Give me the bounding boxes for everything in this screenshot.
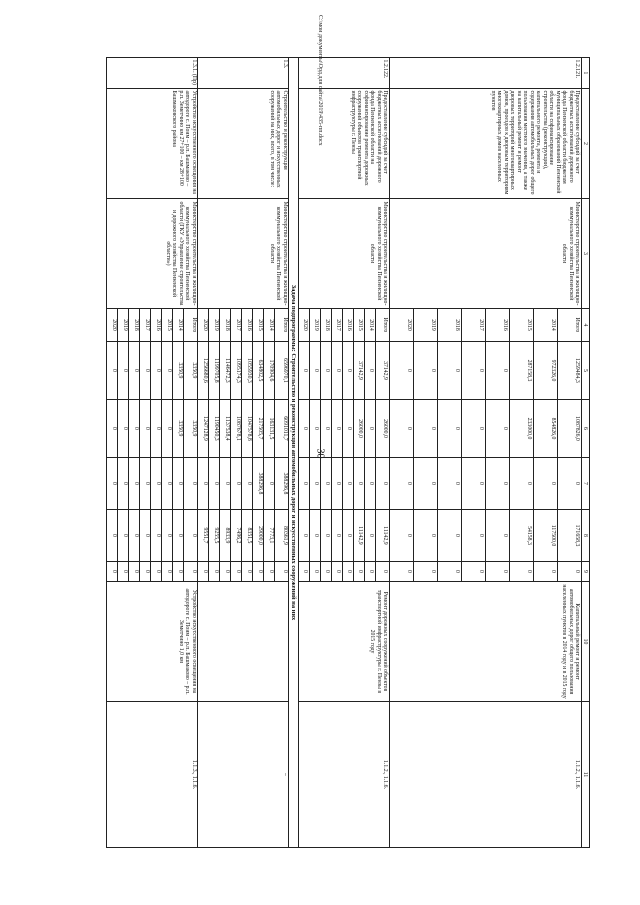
- amount-cell: 0: [331, 458, 342, 510]
- amount-cell: 0: [151, 510, 162, 562]
- task-heading: Задача подпрограммы: Строительство и реконструкция автомобильных дорог и искусственных сооружений на них: [289, 58, 298, 848]
- year-cell: 2020: [198, 309, 209, 342]
- amount-cell: 9255,5: [209, 510, 220, 562]
- amount-cell: 0: [140, 400, 151, 458]
- year-cell: 2017: [231, 309, 242, 342]
- amount-cell: 37142,9: [353, 342, 364, 400]
- amount-cell: 3350,9: [173, 342, 184, 400]
- year-cell: 2020: [298, 309, 309, 342]
- amount-cell: 0: [140, 562, 151, 582]
- amount-cell: 0: [437, 400, 461, 458]
- amount-cell: 0: [437, 342, 461, 400]
- amount-cell: 6091011,7: [275, 400, 289, 458]
- year-cell: 2014: [173, 309, 184, 342]
- amount-cell: 1256680,6: [198, 342, 209, 400]
- amount-cell: 0: [320, 458, 331, 510]
- amount-cell: 0: [557, 562, 581, 582]
- amount-cell: 0: [118, 400, 129, 458]
- amount-cell: 972326,0: [533, 342, 557, 400]
- year-cell: 2018: [129, 309, 140, 342]
- amount-cell: 0: [509, 562, 533, 582]
- year-cell: 2017: [140, 309, 151, 342]
- amount-cell: 0: [231, 458, 242, 510]
- amount-cell: 0: [309, 458, 320, 510]
- amount-cell: 634802,5: [253, 342, 264, 400]
- amount-cell: 0: [298, 458, 309, 510]
- amount-cell: 0: [389, 342, 413, 400]
- amount-cell: 0: [198, 562, 209, 582]
- amount-cell: 1047578,8: [242, 400, 253, 458]
- amount-cell: 0: [151, 458, 162, 510]
- amount-cell: 163131,5: [264, 400, 275, 458]
- year-cell: 2018: [320, 309, 331, 342]
- footer-file-path: С:\мои документы\Орд.для сайта\2019\435-пп.docx: [317, 15, 323, 146]
- amount-cell: 0: [533, 458, 557, 510]
- amount-cell: 0: [107, 562, 118, 582]
- amount-cell: 117500,0: [533, 510, 557, 562]
- year-cell: 2019: [309, 309, 320, 342]
- amount-cell: 9551,7: [198, 510, 209, 562]
- amount-cell: 0: [461, 342, 485, 400]
- amount-cell: 1137538,4: [220, 400, 231, 458]
- amount-cell: 0: [298, 400, 309, 458]
- amount-cell: 0: [342, 562, 353, 582]
- amount-cell: 0: [184, 458, 198, 510]
- amount-cell: 0: [162, 400, 173, 458]
- year-cell: Итого: [275, 309, 289, 342]
- item-description-cell: Устройство искусственного освещения на автодороге с. Поим – р.п. Башмаково – р.п. Земетчино км 27+100 – км 28+100 Башмаковского района: [107, 89, 198, 199]
- amount-cell: 1199705,8: [209, 342, 220, 400]
- year-cell: Итого: [557, 309, 581, 342]
- amount-cell: 0: [509, 458, 533, 510]
- amount-cell: 0: [331, 342, 342, 400]
- header-cell: 9: [581, 562, 589, 582]
- year-cell: Итого: [184, 309, 198, 342]
- amount-cell: 233000,0: [509, 400, 533, 458]
- amount-cell: 1087678,1: [231, 400, 242, 458]
- year-cell: 2016: [242, 309, 253, 342]
- amount-cell: 0: [309, 562, 320, 582]
- amount-cell: 0: [413, 458, 437, 510]
- amount-cell: 1190450,3: [209, 400, 220, 458]
- amount-cell: 26000,0: [375, 400, 389, 458]
- page-number: 30: [314, 448, 326, 459]
- amount-cell: 0: [173, 458, 184, 510]
- amount-cell: 80361,9: [275, 510, 289, 562]
- responsible-executor-cell: Министерство строительства и жилищно-коммунального хозяйства Пензенской области: [198, 199, 289, 309]
- header-row: [581, 58, 589, 848]
- amount-cell: 0: [342, 400, 353, 458]
- year-cell: 2014: [533, 309, 557, 342]
- year-cell: 2018: [220, 309, 231, 342]
- amount-cell: 8351,5: [242, 510, 253, 562]
- amount-cell: 0: [485, 400, 509, 458]
- amount-cell: 0: [389, 400, 413, 458]
- amount-cell: 0: [320, 510, 331, 562]
- amount-cell: 0: [320, 562, 331, 582]
- amount-cell: 388296,8: [253, 458, 264, 510]
- amount-cell: 0: [173, 562, 184, 582]
- task-heading-row: [289, 58, 298, 848]
- amount-cell: 0: [129, 458, 140, 510]
- amount-cell: 0: [309, 510, 320, 562]
- expected-result-cell: [198, 582, 289, 702]
- indicator-link-cell: 1.1.2., 1.1.6.: [298, 702, 389, 848]
- amount-cell: 0: [129, 342, 140, 400]
- header-cell: 8: [581, 510, 589, 562]
- indicator-link-cell: –: [198, 702, 289, 848]
- expected-result-cell: Капитальный ремонт и ремонт автомобильных дорог общего пользования населенных пунктов в 2014 году и в 2015 году: [389, 582, 581, 702]
- amount-cell: 0: [298, 562, 309, 582]
- amount-cell: 0: [437, 458, 461, 510]
- header-cell: 3: [581, 199, 589, 309]
- amount-cell: 0: [389, 510, 413, 562]
- amount-cell: 854826,0: [533, 400, 557, 458]
- item-number-cell: 1.3.1. (Пр): [107, 58, 198, 89]
- year-cell: 2019: [413, 309, 437, 342]
- header-cell: 4: [581, 309, 589, 342]
- amount-cell: 0: [298, 342, 309, 400]
- amount-cell: 0: [389, 562, 413, 582]
- year-cell: 2020: [389, 309, 413, 342]
- header-cell: 5: [581, 342, 589, 400]
- amount-cell: 1087826,0: [557, 400, 581, 458]
- amount-cell: 0: [364, 342, 375, 400]
- indicator-link-cell: 1.1.2., 1.1.6.: [389, 702, 581, 848]
- amount-cell: 0: [118, 458, 129, 510]
- amount-cell: 0: [107, 510, 118, 562]
- amount-cell: 0: [331, 562, 342, 582]
- amount-cell: 0: [253, 562, 264, 582]
- amount-cell: 0: [264, 562, 275, 582]
- amount-cell: 0: [140, 458, 151, 510]
- amount-cell: 0: [129, 562, 140, 582]
- amount-cell: 1095174,3: [231, 342, 242, 400]
- amount-cell: 0: [320, 342, 331, 400]
- year-cell: 2015: [162, 309, 173, 342]
- amount-cell: 1055930,3: [242, 342, 253, 400]
- year-cell: 2017: [461, 309, 485, 342]
- amount-cell: 54158,3: [509, 510, 533, 562]
- year-cell: 2018: [437, 309, 461, 342]
- responsible-executor-cell: Министерство строительства и жилищно-коммунального хозяйства Пензенской области (ГКУ «Управление строительства и дорожного хозяйства Пензенской области»): [107, 199, 198, 309]
- amount-cell: 0: [118, 510, 129, 562]
- amount-cell: 0: [242, 562, 253, 582]
- table-row: [375, 58, 389, 848]
- amount-cell: 1146472,3: [220, 342, 231, 400]
- amount-cell: 3350,9: [184, 342, 198, 400]
- year-cell: 2014: [364, 309, 375, 342]
- item-description-cell: Предоставление субсидий за счет бюджетных ассигнований дорожного фонда Пензенской области на софинансирование ремонта дорожных сооружений объектов транспортной инфраструктуры г. Пензы: [298, 89, 389, 199]
- amount-cell: 0: [461, 510, 485, 562]
- year-cell: 2016: [151, 309, 162, 342]
- expected-result-cell: Устройство искусственного освещения на автодороге с. Поим – р.п. Башмаково – р.п. Земетчино 1,0 км: [107, 582, 198, 702]
- amount-cell: 0: [353, 562, 364, 582]
- amount-cell: 0: [485, 342, 509, 400]
- financing-table: [106, 57, 590, 848]
- amount-cell: 0: [107, 400, 118, 458]
- amount-cell: 0: [413, 510, 437, 562]
- amount-cell: 388296,8: [275, 458, 289, 510]
- amount-cell: 29000,0: [253, 510, 264, 562]
- amount-cell: 0: [375, 562, 389, 582]
- amount-cell: 0: [364, 400, 375, 458]
- header-cell: 11: [581, 702, 589, 848]
- amount-cell: 0: [461, 400, 485, 458]
- table-row: [275, 58, 289, 848]
- amount-cell: 0: [184, 562, 198, 582]
- amount-cell: 0: [353, 458, 364, 510]
- amount-cell: 0: [413, 342, 437, 400]
- amount-cell: 3350,9: [173, 400, 184, 458]
- amount-cell: 0: [309, 400, 320, 458]
- amount-cell: 0: [162, 562, 173, 582]
- header-cell: 1: [581, 58, 589, 89]
- amount-cell: 0: [107, 458, 118, 510]
- header-cell: 6: [581, 400, 589, 458]
- amount-cell: 1247128,9: [198, 400, 209, 458]
- amount-cell: 7496,2: [231, 510, 242, 562]
- amount-cell: 0: [129, 510, 140, 562]
- year-cell: 2015: [253, 309, 264, 342]
- amount-cell: 0: [364, 458, 375, 510]
- amount-cell: 0: [264, 458, 275, 510]
- amount-cell: 0: [533, 562, 557, 582]
- amount-cell: 0: [389, 458, 413, 510]
- amount-cell: 11142,9: [353, 510, 364, 562]
- amount-cell: 171658,3: [557, 510, 581, 562]
- table-row: [184, 58, 198, 848]
- amount-cell: 0: [209, 458, 220, 510]
- table-row: [557, 58, 581, 848]
- amount-cell: 0: [437, 562, 461, 582]
- amount-cell: 0: [220, 562, 231, 582]
- responsible-executor-cell: Министерство строительства и жилищно-коммунального хозяйства Пензенской области: [389, 199, 581, 309]
- item-description-cell: Предоставление субсидий за счет бюджетных ассигнований дорожного фонда Пензенской области бюджетам муниципальных образований Пензенской области на софинансирование строительства (реконструкции), капитального ремонта, ремонта и содержания автомобильных дорог общего пользования местного значения, а также на капитальный ремонт и ремонт дворовых территорий многоквартирных домов, проездов к дворовым территориям многоквартирных домов населенных пунктов: [389, 89, 581, 199]
- amount-cell: 287158,3: [509, 342, 533, 400]
- amount-cell: 0: [140, 342, 151, 400]
- header-cell: 10: [581, 582, 589, 702]
- amount-cell: 1259484,3: [557, 342, 581, 400]
- amount-cell: 26000,0: [353, 400, 364, 458]
- amount-cell: 0: [231, 562, 242, 582]
- amount-cell: 0: [184, 510, 198, 562]
- year-cell: 2015: [353, 309, 364, 342]
- header-cell: 2: [581, 89, 589, 199]
- amount-cell: 0: [342, 458, 353, 510]
- amount-cell: 0: [342, 342, 353, 400]
- amount-cell: 8933,9: [220, 510, 231, 562]
- year-cell: 2019: [118, 309, 129, 342]
- amount-cell: 0: [320, 400, 331, 458]
- amount-cell: 0: [140, 510, 151, 562]
- year-cell: 2019: [209, 309, 220, 342]
- amount-cell: 0: [461, 458, 485, 510]
- amount-cell: 0: [118, 562, 129, 582]
- amount-cell: 0: [485, 510, 509, 562]
- amount-cell: 0: [275, 562, 289, 582]
- amount-cell: 0: [162, 510, 173, 562]
- amount-cell: 0: [118, 342, 129, 400]
- amount-cell: 0: [485, 562, 509, 582]
- amount-cell: 0: [309, 342, 320, 400]
- amount-cell: 0: [107, 342, 118, 400]
- year-cell: 2017: [331, 309, 342, 342]
- indicator-link-cell: 1.1.3., 1.1.6.: [107, 702, 198, 848]
- amount-cell: 0: [437, 510, 461, 562]
- table-body: [107, 58, 581, 848]
- amount-cell: 7773,1: [264, 510, 275, 562]
- amount-cell: 0: [162, 342, 173, 400]
- amount-cell: 0: [331, 400, 342, 458]
- amount-cell: 0: [162, 458, 173, 510]
- amount-cell: 217505,7: [253, 400, 264, 458]
- amount-cell: 0: [413, 400, 437, 458]
- year-cell: 2014: [264, 309, 275, 342]
- amount-cell: 0: [242, 458, 253, 510]
- amount-cell: 0: [557, 458, 581, 510]
- amount-cell: 0: [364, 510, 375, 562]
- amount-cell: 0: [198, 458, 209, 510]
- year-cell: 2015: [509, 309, 533, 342]
- amount-cell: 11142,9: [375, 510, 389, 562]
- header-cell: 7: [581, 458, 589, 510]
- amount-cell: 0: [173, 510, 184, 562]
- amount-cell: 0: [209, 562, 220, 582]
- amount-cell: 0: [220, 458, 231, 510]
- year-cell: 2020: [107, 309, 118, 342]
- amount-cell: 3350,9: [184, 400, 198, 458]
- amount-cell: 0: [375, 458, 389, 510]
- amount-cell: 37142,9: [375, 342, 389, 400]
- year-cell: 2016: [342, 309, 353, 342]
- amount-cell: 0: [151, 562, 162, 582]
- amount-cell: 0: [413, 562, 437, 582]
- expected-result-cell: Ремонт дорожных сооружений объектов транспортной инфраструктуры г. Пензы в 2015 году: [298, 582, 389, 702]
- amount-cell: 0: [129, 400, 140, 458]
- responsible-executor-cell: Министерство строительства и жилищно-коммунального хозяйства Пензенской области: [298, 199, 389, 309]
- item-number-cell: 1.2.121.: [389, 58, 581, 89]
- item-number-cell: 1.2.122.: [298, 58, 389, 89]
- amount-cell: 0: [485, 458, 509, 510]
- amount-cell: 0: [461, 562, 485, 582]
- amount-cell: 0: [151, 400, 162, 458]
- year-cell: 2016: [485, 309, 509, 342]
- amount-cell: 0: [364, 562, 375, 582]
- year-cell: Итого: [375, 309, 389, 342]
- amount-cell: 6596970,1: [275, 342, 289, 400]
- amount-cell: 170904,6: [264, 342, 275, 400]
- item-description-cell: Строительство и реконструкция автомобильных дорог и искусственных сооружений на них, всего, в том числе:: [198, 89, 289, 199]
- amount-cell: 0: [151, 342, 162, 400]
- amount-cell: 0: [298, 510, 309, 562]
- amount-cell: 0: [342, 510, 353, 562]
- amount-cell: 0: [331, 510, 342, 562]
- item-number-cell: 1.3.: [198, 58, 289, 89]
